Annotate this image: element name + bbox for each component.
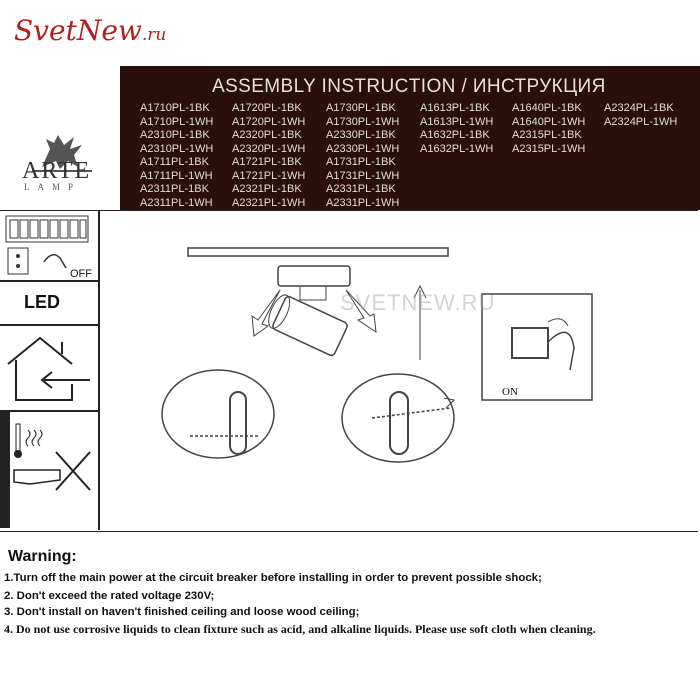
detail-circle-left: [162, 370, 274, 458]
warning-item-2: 2. Don't exceed the rated voltage 230V;: [4, 590, 215, 602]
model-code: A2315PL-1BK: [512, 129, 582, 141]
model-code: A1720PL-1BK: [232, 102, 302, 114]
model-code: A2320PL-1BK: [232, 129, 302, 141]
store-logo-suffix: .ru: [141, 25, 167, 45]
model-code: A1731PL-1BK: [326, 156, 396, 168]
warning-item-4: 4. Do not use corrosive liquids to clean fixture such as acid, and alkaline liquids. Please use soft cloth when cleaning.: [4, 622, 596, 636]
off-label: OFF: [70, 268, 92, 280]
model-code: A1710PL-1WH: [140, 115, 214, 128]
model-code: A2330PL-1BK: [326, 129, 396, 141]
detail-circle-right: [342, 374, 454, 462]
model-code: A1711PL-1BK: [140, 156, 209, 168]
warning-item-3: 3. Don't install on haven't finished ceiling and loose wood ceiling;: [4, 606, 360, 618]
model-code: A2331PL-1WH: [326, 196, 400, 209]
model-code: A1731PL-1WH: [326, 169, 400, 182]
led-cell: [0, 280, 98, 326]
model-code: A2324PL-1WH: [604, 115, 678, 128]
model-code: A2321PL-1WH: [232, 196, 306, 209]
model-code: A2310PL-1WH: [140, 142, 214, 155]
model-code: A1730PL-1WH: [326, 115, 400, 128]
no-hot-touch-cell: [0, 410, 98, 528]
model-code: A2330PL-1WH: [326, 142, 400, 155]
model-code: A1632PL-1BK: [420, 129, 490, 141]
warning-title: Warning:: [8, 548, 77, 565]
model-code: A1640PL-1BK: [512, 102, 582, 114]
model-code: A2311PL-1BK: [140, 183, 209, 195]
assembly-diagram: [150, 230, 670, 520]
warning-item-1: 1.Turn off the main power at the circuit breaker before installing in order to prevent possible shock;: [4, 572, 542, 584]
on-label: ON: [502, 386, 518, 398]
model-code: A1721PL-1WH: [232, 169, 306, 182]
spot-lamp-body: [264, 292, 348, 357]
model-code: A1720PL-1WH: [232, 115, 306, 128]
model-code: A1640PL-1WH: [512, 115, 586, 128]
watermark: SVETNEW.RU: [340, 290, 496, 315]
lamp-joint: [300, 286, 326, 300]
model-code: A2311PL-1WH: [140, 196, 213, 209]
brand-name: ARTE: [22, 158, 92, 184]
indoor-use-cell: [0, 324, 98, 412]
model-code: A1710PL-1BK: [140, 102, 210, 114]
model-code: A2321PL-1BK: [232, 183, 302, 195]
switch-panel: [482, 294, 592, 400]
model-code: A2310PL-1BK: [140, 129, 210, 141]
ceiling-bar: [188, 248, 448, 256]
power-off-cell: [0, 210, 98, 282]
store-logo-main: SvetNew: [14, 14, 142, 47]
store-logo: [14, 14, 166, 54]
safety-icons-strip: [0, 210, 100, 530]
no-touch-hot-icon: [0, 410, 98, 528]
wall-switch-icon: [512, 328, 548, 358]
model-code: A1721PL-1BK: [232, 156, 302, 168]
header-title: ASSEMBLY INSTRUCTION / ИНСТРУКЦИЯ: [212, 76, 606, 97]
model-code: A1613PL-1WH: [420, 115, 494, 128]
model-code: A1730PL-1BK: [326, 102, 396, 114]
model-code: A1613PL-1BK: [420, 102, 490, 114]
model-code: A2315PL-1WH: [512, 142, 586, 155]
hand-icon: [548, 332, 574, 370]
model-code: A2320PL-1WH: [232, 142, 306, 155]
ceiling-base: [278, 266, 350, 286]
brand-subtitle: LAMP: [24, 182, 82, 192]
model-code: A2331PL-1BK: [326, 183, 396, 195]
indoor-house-icon: [0, 324, 98, 410]
model-code: A1711PL-1WH: [140, 169, 213, 182]
model-code: A1632PL-1WH: [420, 142, 494, 155]
led-label: LED: [24, 292, 60, 312]
model-code: A2324PL-1BK: [604, 102, 674, 114]
